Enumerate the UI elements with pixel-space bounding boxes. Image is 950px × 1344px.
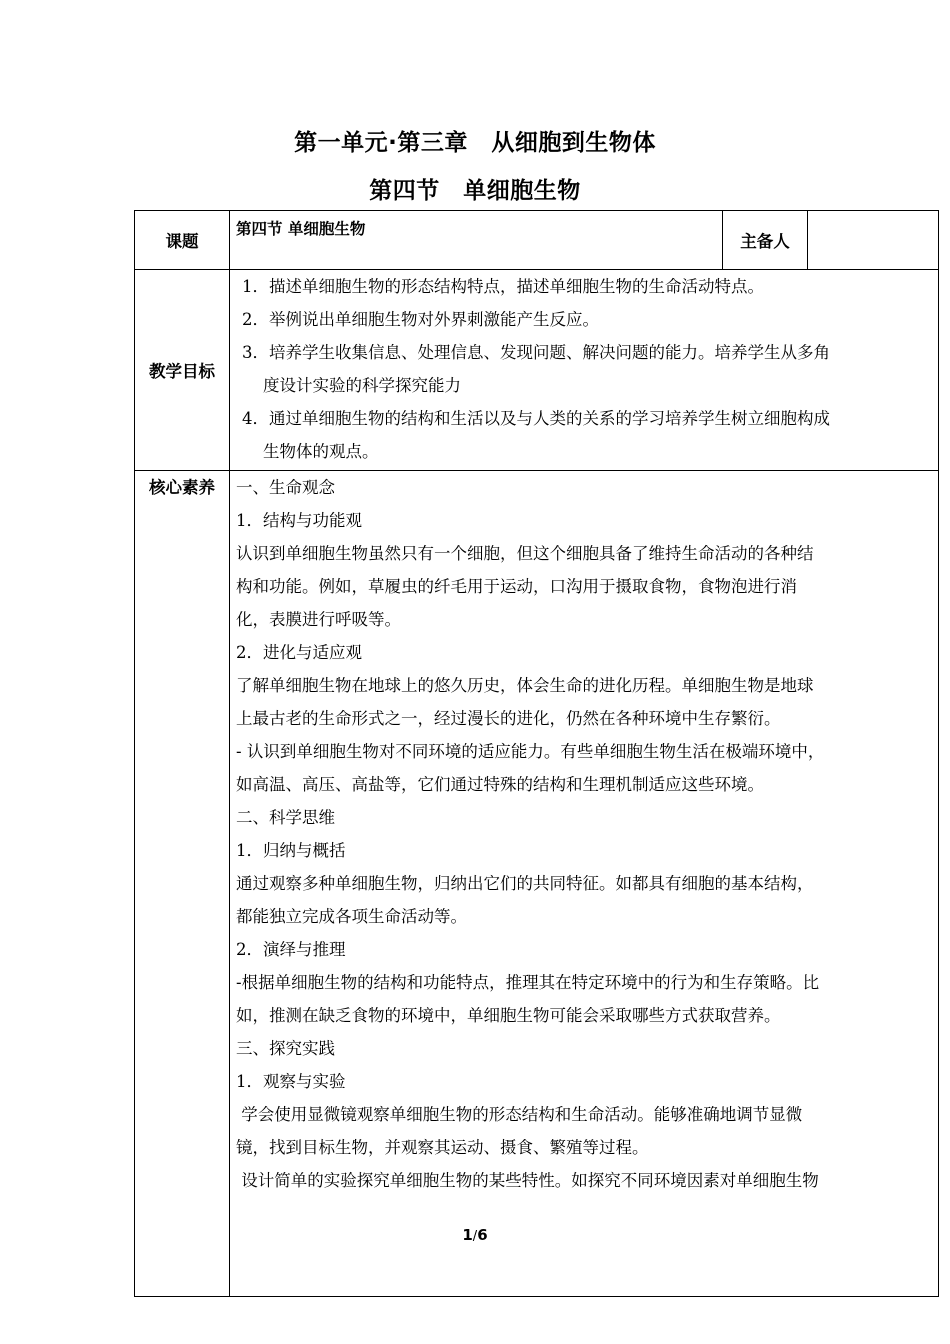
goals-list: [236, 270, 932, 468]
core-line: 2．进化与适应观: [236, 643, 362, 662]
core-line: 1．归纳与概括: [236, 841, 346, 860]
goal-line: 生物体的观点。: [263, 442, 379, 461]
core-line: 一、生命观念: [236, 478, 335, 497]
goal-line: 3．培养学生收集信息、处理信息、发现问题、解决问题的能力。培养学生从多角: [242, 343, 830, 362]
core-label: 核心素养: [135, 471, 230, 1297]
core-line: 通过观察多种单细胞生物，归纳出它们的共同特征。如都具有细胞的基本结构，: [236, 874, 814, 893]
core-line: 1．观察与实验: [236, 1072, 346, 1091]
page-number: 1: [462, 1226, 473, 1244]
goal-item: [236, 270, 932, 303]
core-line: 三、探究实践: [236, 1039, 335, 1058]
goal-item: [236, 402, 932, 468]
page-separator: /: [472, 1229, 478, 1244]
preparer-value: [808, 211, 939, 270]
goal-line: 2．举例说出单细胞生物对外界刺激能产生反应。: [242, 310, 599, 329]
core-line: 2．演绎与推理: [236, 940, 346, 959]
core-line: -根据单细胞生物的结构和功能特点，推理其在特定环境中的行为和生存策略。比: [236, 973, 820, 992]
core-line: 二、科学思维: [236, 808, 335, 827]
section-title: 第四节 单细胞生物: [369, 178, 581, 204]
core-line: 镜，找到目标生物，并观察其运动、摄食、繁殖等过程。: [236, 1138, 649, 1157]
core-row: [135, 471, 939, 1297]
page-total: 6: [477, 1226, 488, 1244]
core-line: 上最古老的生命形式之一，经过漫长的进化，仍然在各种环境中生存繁衍。: [236, 709, 781, 728]
goal-line: 1．描述单细胞生物的形态结构特点，描述单细胞生物的生命活动特点。: [242, 277, 764, 296]
goals-label: 教学目标: [135, 270, 230, 471]
topic-row: [135, 211, 939, 270]
goals-content: [230, 270, 939, 471]
core-line: 了解单细胞生物在地球上的悠久历史，体会生命的进化历程。单细胞生物是地球: [236, 676, 814, 695]
topic-label: 课题: [135, 211, 230, 270]
core-line: 设计简单的实验探究单细胞生物的某些特性。如探究不同环境因素对单细胞生物: [236, 1171, 819, 1190]
goal-item: [236, 303, 932, 336]
core-line: 如高温、高压、高盐等，它们通过特殊的结构和生理机制适应这些环境。: [236, 775, 764, 794]
core-line: 如，推测在缺乏食物的环境中，单细胞生物可能会采取哪些方式获取营养。: [236, 1006, 781, 1025]
preparer-label: 主备人: [723, 211, 808, 270]
core-line: 都能独立完成各项生命活动等。: [236, 907, 467, 926]
goal-item: [236, 336, 932, 402]
lesson-plan-table: [134, 210, 939, 1297]
goal-line: 度设计实验的科学探究能力: [263, 376, 461, 395]
core-line: 学会使用显微镜观察单细胞生物的形态结构和生命活动。能够准确地调节显微: [236, 1105, 803, 1124]
core-line: - 认识到单细胞生物对不同环境的适应能力。有些单细胞生物生活在极端环境中，: [236, 742, 825, 761]
goals-row: [135, 270, 939, 471]
page-footer: [0, 1226, 950, 1244]
core-line: 构和功能。例如，草履虫的纤毛用于运动，口沟用于摄取食物，食物泡进行消: [236, 577, 797, 596]
topic-value: 第四节 单细胞生物: [230, 211, 723, 270]
core-line: 化，表膜进行呼吸等。: [236, 610, 401, 629]
document-title: 第一单元·第三章 从细胞到生物体: [294, 130, 656, 156]
core-list: [236, 471, 932, 1197]
core-line: 1．结构与功能观: [236, 511, 362, 530]
goal-line: 4．通过单细胞生物的结构和生活以及与人类的关系的学习培养学生树立细胞构成: [242, 409, 830, 428]
core-line: 认识到单细胞生物虽然只有一个细胞，但这个细胞具备了维持生命活动的各种结: [236, 544, 814, 563]
core-content: [230, 471, 939, 1297]
